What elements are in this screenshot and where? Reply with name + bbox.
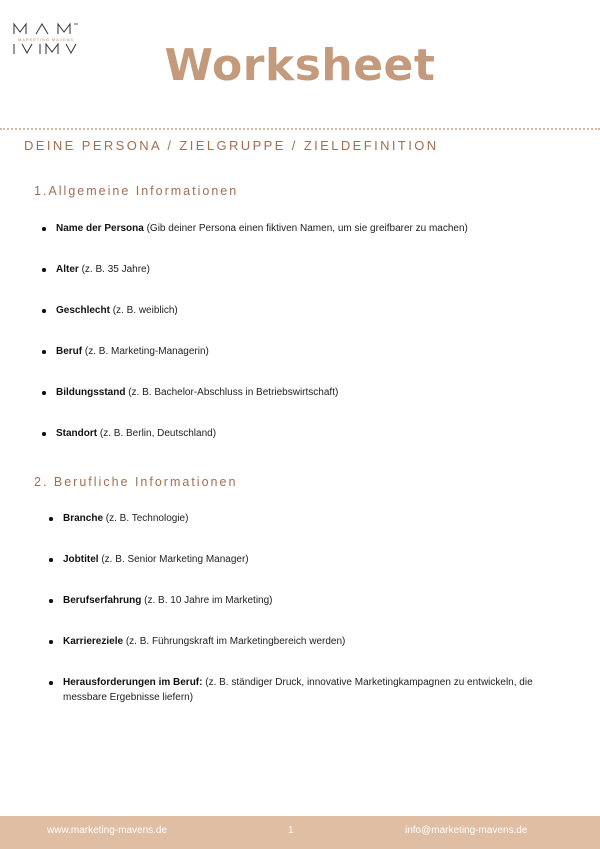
item-label: Karriereziele	[63, 636, 124, 647]
item-label: Alter	[56, 264, 79, 275]
item-text: (z. B. weiblich)	[109, 305, 178, 316]
page-title: Worksheet	[164, 40, 436, 91]
list-item	[42, 385, 562, 400]
list-item	[49, 675, 549, 705]
item-label: Herausforderungen im Beruf:	[63, 677, 203, 688]
section-heading: DEINE PERSONA / ZIELGRUPPE / ZIELDEFINITION	[24, 138, 439, 153]
list-item	[49, 552, 549, 567]
list-item	[42, 221, 562, 236]
dotted-divider	[0, 128, 600, 130]
list-item	[42, 262, 562, 277]
list-item	[49, 593, 549, 608]
subsection-heading-general: 1.Allgemeine Informationen	[34, 184, 239, 198]
professional-info-list	[49, 511, 549, 731]
general-info-list	[42, 221, 562, 467]
item-text: (z. B. Marketing-Managerin)	[82, 346, 209, 357]
item-label: Standort	[56, 428, 98, 439]
logo-tagline: MARKETING MAVENS	[18, 37, 74, 42]
footer-bar	[0, 816, 600, 849]
list-item	[42, 344, 562, 359]
item-text: (z. B. 10 Jahre im Marketing)	[141, 595, 273, 606]
item-label: Beruf	[56, 346, 83, 357]
item-text: (z. B. Führungskraft im Marketingbereich werden)	[123, 636, 346, 647]
item-text: (z. B. ständiger Druck, innovative Marketingkampagnen zu entwickeln, die messbare Ergebnisse liefern)	[63, 677, 533, 703]
item-text: (z. B. Bachelor-Abschluss in Betriebswirtschaft)	[125, 387, 339, 398]
item-label: Bildungsstand	[56, 387, 126, 398]
item-text: (z. B. Technologie)	[103, 513, 189, 524]
item-text: (z. B. Senior Marketing Manager)	[98, 554, 249, 565]
item-label: Jobtitel	[63, 554, 99, 565]
item-label: Geschlecht	[56, 305, 110, 316]
subsection-heading-professional: 2. Berufliche Informationen	[34, 475, 238, 489]
item-text: (z. B. 35 Jahre)	[78, 264, 150, 275]
page-number: 1	[288, 825, 294, 836]
footer-website-link[interactable]: www.marketing-mavens.de	[47, 825, 168, 836]
list-item	[42, 426, 562, 441]
item-text: (z. B. Berlin, Deutschland)	[97, 428, 217, 439]
list-item	[42, 303, 562, 318]
footer-email-link[interactable]: info@marketing-mavens.de	[405, 825, 528, 836]
item-label: Berufserfahrung	[63, 595, 142, 606]
list-item	[49, 634, 549, 649]
item-label: Branche	[63, 513, 104, 524]
item-label: Name der Persona	[56, 223, 144, 234]
list-item	[49, 511, 549, 526]
item-text: (Gib deiner Persona einen fiktiven Namen, um sie greifbarer zu machen)	[143, 223, 468, 234]
